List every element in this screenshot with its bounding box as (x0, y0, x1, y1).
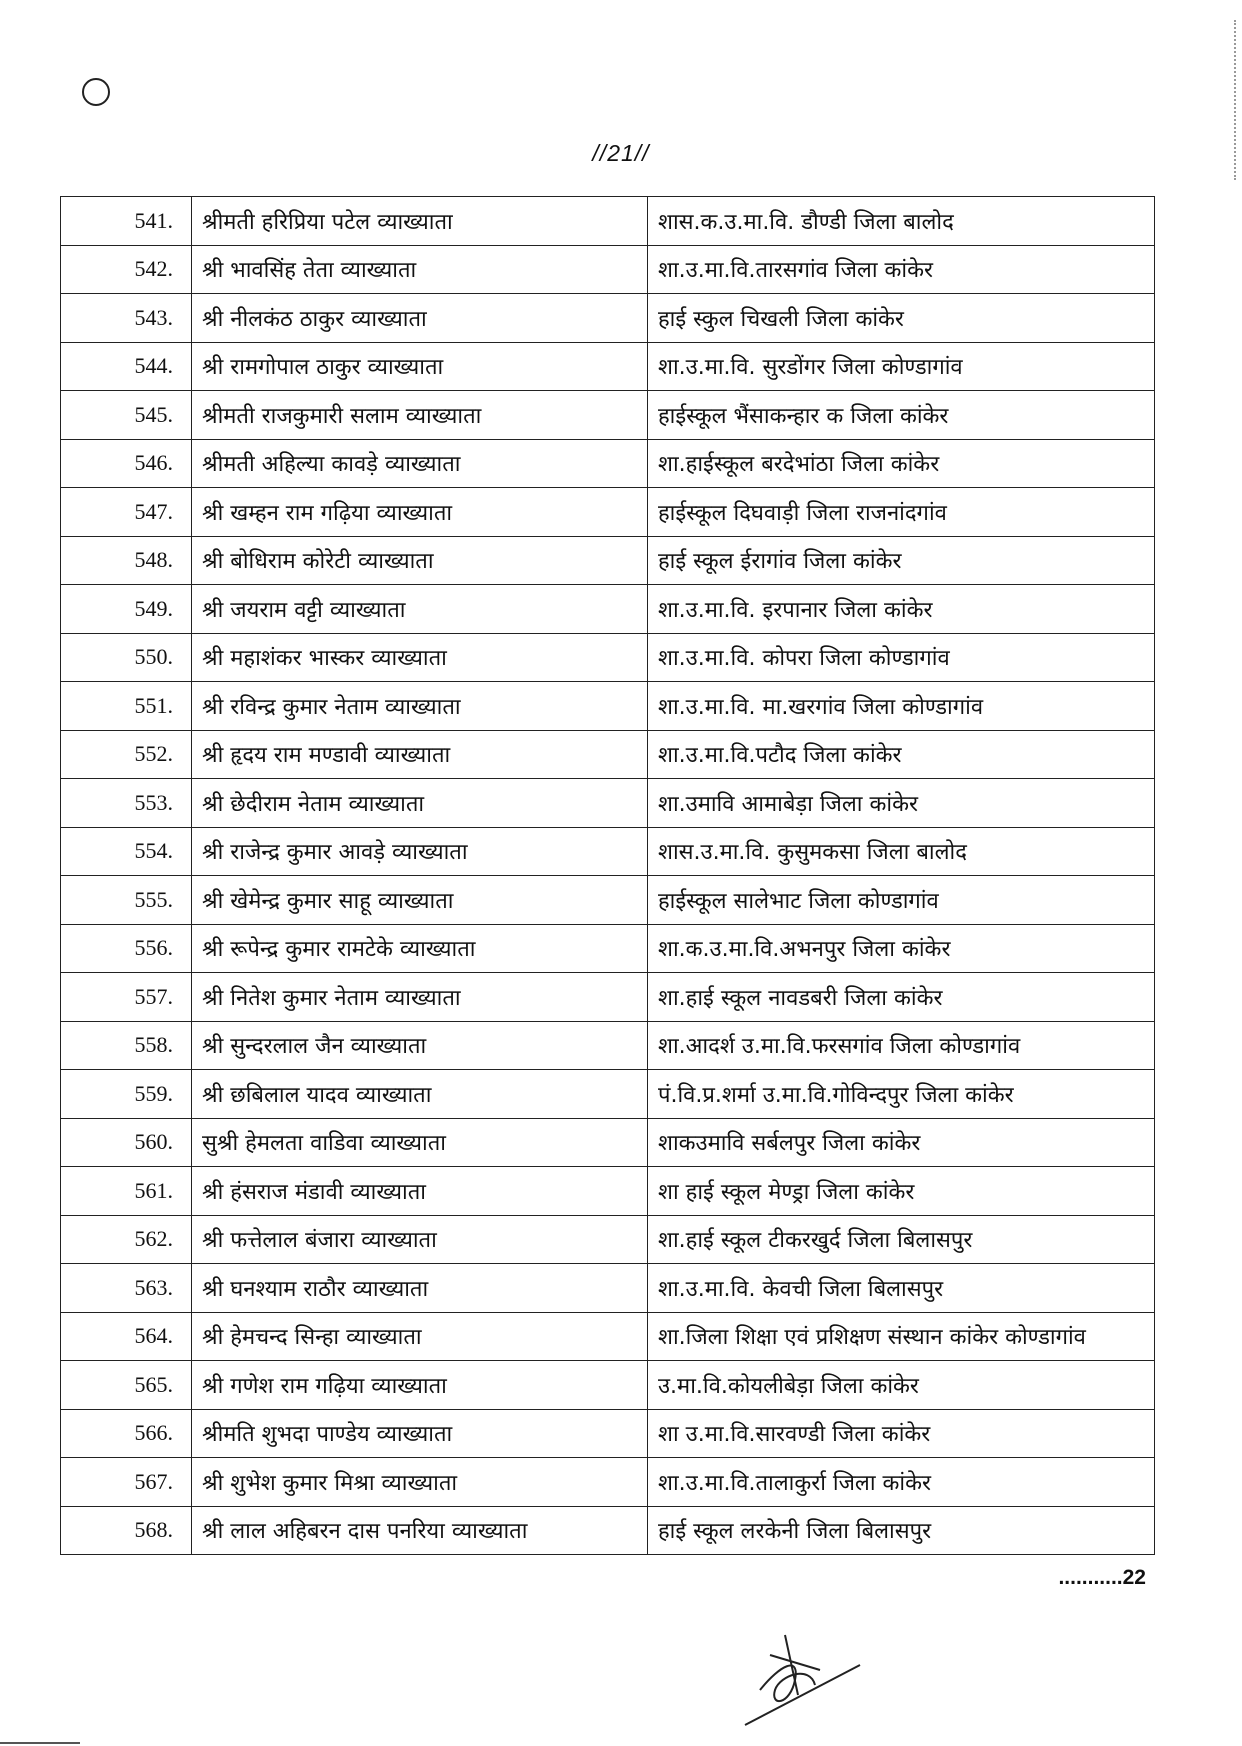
serial-number-cell: 552. (61, 730, 192, 779)
serial-number-cell: 545. (61, 391, 192, 440)
lecturer-name-cell: श्री खम्हन राम गढ़िया व्याख्याता (192, 488, 648, 537)
school-cell: शा.हाई स्कूल नावडबरी जिला कांकेर (648, 973, 1155, 1022)
serial-number-cell: 550. (61, 633, 192, 682)
lecturer-name-cell: श्रीमती अहिल्या कावड़े व्याख्याता (192, 439, 648, 488)
lecturer-name-cell: श्री घनश्याम राठौर व्याख्याता (192, 1264, 648, 1313)
lecturer-name-cell: श्री छबिलाल यादव व्याख्याता (192, 1070, 648, 1119)
table-row (61, 1070, 1155, 1119)
table-row (61, 488, 1155, 537)
serial-number-cell: 544. (61, 342, 192, 391)
table-row (61, 585, 1155, 634)
lecturer-name-cell: श्री गणेश राम गढ़िया व्याख्याता (192, 1361, 648, 1410)
lecturer-name-cell: श्री बोधिराम कोरेटी व्याख्याता (192, 536, 648, 585)
serial-number-cell: 562. (61, 1215, 192, 1264)
serial-number-cell: 553. (61, 779, 192, 828)
table-row (61, 973, 1155, 1022)
lecturer-name-cell: श्री महाशंकर भास्कर व्याख्याता (192, 633, 648, 682)
school-cell: हाईस्कूल सालेभाट जिला कोण्डागांव (648, 876, 1155, 925)
school-cell: शा हाई स्कूल मेण्ड्रा जिला कांकेर (648, 1167, 1155, 1216)
school-cell: शा.उ.मा.वि. केवची जिला बिलासपुर (648, 1264, 1155, 1313)
school-cell: शा.उ.मा.वि. मा.खरगांव जिला कोण्डागांव (648, 682, 1155, 731)
school-cell: हाईस्कूल दिघवाड़ी जिला राजनांदगांव (648, 488, 1155, 537)
lecturer-name-cell: श्री हंसराज मंडावी व्याख्याता (192, 1167, 648, 1216)
table-row (61, 1118, 1155, 1167)
serial-number-cell: 554. (61, 827, 192, 876)
school-cell: शा.हाई स्कूल टीकरखुर्द जिला बिलासपुर (648, 1215, 1155, 1264)
table-row (61, 827, 1155, 876)
table-row (61, 391, 1155, 440)
table-body (61, 197, 1155, 1555)
lecturer-name-cell: श्री नितेश कुमार नेताम व्याख्याता (192, 973, 648, 1022)
serial-number-cell: 563. (61, 1264, 192, 1313)
signature-mark (740, 1595, 870, 1735)
table-row (61, 1167, 1155, 1216)
lecturer-name-cell: श्री हृदय राम मण्डावी व्याख्याता (192, 730, 648, 779)
school-cell: शा.आदर्श उ.मा.वि.फरसगांव जिला कोण्डागांव (648, 1021, 1155, 1070)
school-cell: पं.वि.प्र.शर्मा उ.मा.वि.गोविन्दपुर जिला कांकेर (648, 1070, 1155, 1119)
school-cell: शा.उ.मा.वि.पटौद जिला कांकेर (648, 730, 1155, 779)
lecturer-name-cell: श्री भावसिंह तेता व्याख्याता (192, 245, 648, 294)
lecturer-name-cell: श्री हेमचन्द सिन्हा व्याख्याता (192, 1312, 648, 1361)
serial-number-cell: 560. (61, 1118, 192, 1167)
lecturer-name-cell: श्री रविन्द्र कुमार नेताम व्याख्याता (192, 682, 648, 731)
page-number-header: //21// (592, 140, 650, 166)
serial-number-cell: 556. (61, 924, 192, 973)
table-row (61, 779, 1155, 828)
table-row (61, 1361, 1155, 1410)
serial-number-cell: 564. (61, 1312, 192, 1361)
serial-number-cell: 549. (61, 585, 192, 634)
serial-number-cell: 547. (61, 488, 192, 537)
serial-number-cell: 558. (61, 1021, 192, 1070)
school-cell: हाई स्कूल लरकेनी जिला बिलासपुर (648, 1506, 1155, 1555)
table-row (61, 1506, 1155, 1555)
serial-number-cell: 561. (61, 1167, 192, 1216)
serial-number-cell: 543. (61, 294, 192, 343)
serial-number-cell: 568. (61, 1506, 192, 1555)
school-cell: शा.उ.मा.वि.तालाकुर्रा जिला कांकेर (648, 1458, 1155, 1507)
table-row (61, 294, 1155, 343)
serial-number-cell: 559. (61, 1070, 192, 1119)
school-cell: शा.उमावि आमाबेड़ा जिला कांकेर (648, 779, 1155, 828)
table-row (61, 439, 1155, 488)
school-cell: शाकउमावि सर्बलपुर जिला कांकेर (648, 1118, 1155, 1167)
school-cell: शास.क.उ.मा.वि. डौण्डी जिला बालोद (648, 197, 1155, 246)
bottom-edge-rule (0, 1742, 80, 1744)
table-row (61, 197, 1155, 246)
lecturer-name-cell: श्रीमती राजकुमारी सलाम व्याख्याता (192, 391, 648, 440)
lecturer-list-table (60, 196, 1155, 1555)
next-page-indicator: ...........22 (1058, 1566, 1146, 1589)
table-row (61, 876, 1155, 925)
lecturer-name-cell: श्री फत्तेलाल बंजारा व्याख्याता (192, 1215, 648, 1264)
lecturer-name-cell: श्री जयराम वट्टी व्याख्याता (192, 585, 648, 634)
serial-number-cell: 557. (61, 973, 192, 1022)
lecturer-name-cell: श्री राजेन्द्र कुमार आवड़े व्याख्याता (192, 827, 648, 876)
school-cell: शा.उ.मा.वि. कोपरा जिला कोण्डागांव (648, 633, 1155, 682)
school-cell: हाईस्कूल भैंसाकन्हार क जिला कांकेर (648, 391, 1155, 440)
table-row (61, 342, 1155, 391)
serial-number-cell: 567. (61, 1458, 192, 1507)
lecturer-name-cell: श्री सुन्दरलाल जैन व्याख्याता (192, 1021, 648, 1070)
lecturer-name-cell: श्री शुभेश कुमार मिश्रा व्याख्याता (192, 1458, 648, 1507)
table-row (61, 633, 1155, 682)
table-row (61, 245, 1155, 294)
serial-number-cell: 542. (61, 245, 192, 294)
school-cell: शा उ.मा.वि.सारवण्डी जिला कांकेर (648, 1409, 1155, 1458)
table-row (61, 730, 1155, 779)
serial-number-cell: 541. (61, 197, 192, 246)
serial-number-cell: 546. (61, 439, 192, 488)
lecturer-name-cell: श्रीमति शुभदा पाण्डेय व्याख्याता (192, 1409, 648, 1458)
lecturer-name-cell: श्री खेमेन्द्र कुमार साहू व्याख्याता (192, 876, 648, 925)
serial-number-cell: 565. (61, 1361, 192, 1410)
school-cell: शा.उ.मा.वि. सुरडोंगर जिला कोण्डागांव (648, 342, 1155, 391)
school-cell: शा.उ.मा.वि.तारसगांव जिला कांकेर (648, 245, 1155, 294)
lecturer-name-cell: श्री छेदीराम नेताम व्याख्याता (192, 779, 648, 828)
school-cell: उ.मा.वि.कोयलीबेड़ा जिला कांकेर (648, 1361, 1155, 1410)
lecturer-name-cell: श्री लाल अहिबरन दास पनरिया व्याख्याता (192, 1506, 648, 1555)
table-row (61, 924, 1155, 973)
table-row (61, 1215, 1155, 1264)
serial-number-cell: 566. (61, 1409, 192, 1458)
table-row (61, 1021, 1155, 1070)
school-cell: शा.क.उ.मा.वि.अभनपुर जिला कांकेर (648, 924, 1155, 973)
school-cell: शा.उ.मा.वि. इरपानार जिला कांकेर (648, 585, 1155, 634)
school-cell: शास.उ.मा.वि. कुसुमकसा जिला बालोद (648, 827, 1155, 876)
school-cell: हाई स्कूल ईरागांव जिला कांकेर (648, 536, 1155, 585)
table-row (61, 536, 1155, 585)
lecturer-name-cell: श्रीमती हरिप्रिया पटेल व्याख्याता (192, 197, 648, 246)
serial-number-cell: 551. (61, 682, 192, 731)
lecturer-name-cell: श्री रामगोपाल ठाकुर व्याख्याता (192, 342, 648, 391)
lecturer-name-cell: सुश्री हेमलता वाडिवा व्याख्याता (192, 1118, 648, 1167)
table-row (61, 1312, 1155, 1361)
serial-number-cell: 555. (61, 876, 192, 925)
school-cell: शा.जिला शिक्षा एवं प्रशिक्षण संस्थान कांकेर कोण्डागांव (648, 1312, 1155, 1361)
table-row (61, 1458, 1155, 1507)
punch-hole-mark (82, 78, 110, 106)
table-row (61, 682, 1155, 731)
school-cell: हाई स्कुल चिखली जिला कांकेर (648, 294, 1155, 343)
serial-number-cell: 548. (61, 536, 192, 585)
table-row (61, 1264, 1155, 1313)
school-cell: शा.हाईस्कूल बरदेभांठा जिला कांकेर (648, 439, 1155, 488)
lecturer-name-cell: श्री नीलकंठ ठाकुर व्याख्याता (192, 294, 648, 343)
table-row (61, 1409, 1155, 1458)
lecturer-name-cell: श्री रूपेन्द्र कुमार रामटेके व्याख्याता (192, 924, 648, 973)
